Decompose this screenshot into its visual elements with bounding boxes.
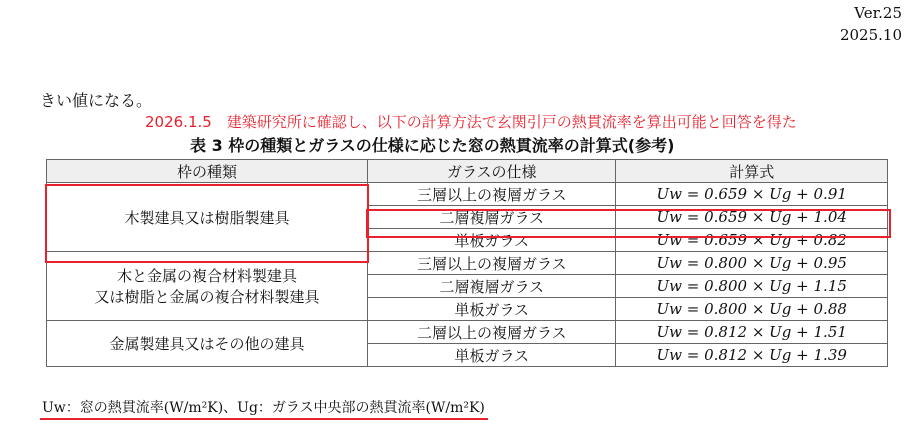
frame-type-cell [47, 252, 368, 321]
formula-cell: Uw = 0.800 × Ug + 0.95 [616, 252, 888, 275]
glass-cell: 単板ガラス [367, 344, 615, 367]
glass-cell: 三層以上の複層ガラス [367, 183, 615, 206]
frame-type-line: 又は樹脂と金属の複合材料製建具 [94, 288, 320, 306]
frame-type-cell: 金属製建具又はその他の建具 [47, 321, 368, 367]
glass-cell: 単板ガラス [367, 229, 615, 252]
table-row [47, 252, 888, 275]
table-header-row [47, 160, 888, 183]
table-row [47, 321, 888, 344]
formula-cell: Uw = 0.659 × Ug + 0.91 [616, 183, 888, 206]
red-note: 2026.1.5 建築研究所に確認し、以下の計算方法で玄関引戸の熱貫流率を算出可能と回答を得た [145, 113, 797, 131]
legend-underline [40, 418, 488, 420]
header-frame-type: 枠の種類 [47, 160, 368, 183]
version-label: Ver.25 [854, 4, 902, 22]
formula-cell: Uw = 0.800 × Ug + 1.15 [616, 275, 888, 298]
date-label: 2025.10 [839, 26, 902, 44]
formula-cell: Uw = 0.812 × Ug + 1.39 [616, 344, 888, 367]
lead-text: きい値になる。 [40, 91, 153, 110]
formula-cell: Uw = 0.812 × Ug + 1.51 [616, 321, 888, 344]
glass-cell: 三層以上の複層ガラス [367, 252, 615, 275]
table-row [47, 183, 888, 206]
glass-cell: 二層以上の複層ガラス [367, 321, 615, 344]
legend-text: Uw：窓の熱貫流率(W/m²K)、Ug：ガラス中央部の熱貫流率(W/m²K) [42, 400, 485, 416]
formula-cell: Uw = 0.659 × Ug + 0.82 [616, 229, 888, 252]
glass-cell: 単板ガラス [367, 298, 615, 321]
formula-cell: Uw = 0.800 × Ug + 0.88 [616, 298, 888, 321]
glass-cell: 二層複層ガラス [367, 275, 615, 298]
header-formula: 計算式 [616, 160, 888, 183]
frame-type-cell: 木製建具又は樹脂製建具 [47, 183, 368, 252]
frame-type-line: 木と金属の複合材料製建具 [116, 267, 297, 285]
glass-cell: 二層複層ガラス [367, 206, 615, 229]
formula-cell: Uw = 0.659 × Ug + 1.04 [616, 206, 888, 229]
u-value-table [46, 159, 888, 367]
table-caption: 表 3 枠の種類とガラスの仕様に応じた窓の熱貫流率の計算式(参考) [190, 136, 675, 155]
header-glass-spec: ガラスの仕様 [367, 160, 615, 183]
